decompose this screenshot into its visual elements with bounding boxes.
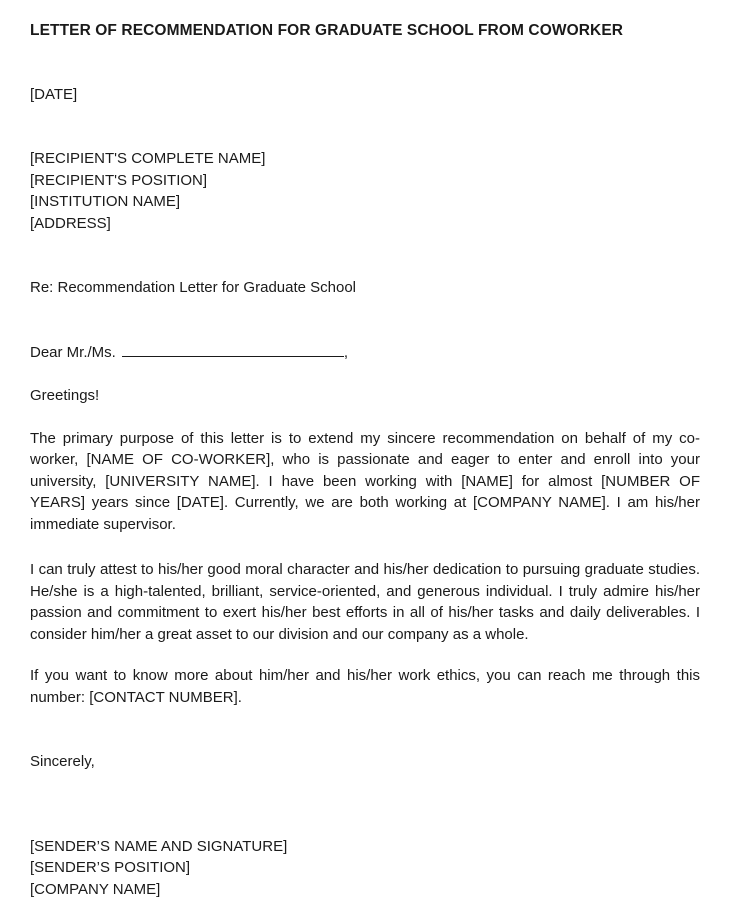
closing: Sincerely,	[30, 753, 95, 770]
recipient-position: [RECIPIENT'S POSITION]	[30, 171, 208, 189]
body-paragraph-3: If you want to know more about him/her and his/her work ethics, you can reach me through this number: [CONTACT NUMBER].	[30, 667, 700, 706]
salutation-name-blank	[122, 343, 344, 357]
recipient-block	[30, 148, 700, 234]
recipient-name: [RECIPIENT'S COMPLETE NAME]	[30, 150, 266, 167]
sender-name-signature: [SENDER’S NAME AND SIGNATURE]	[30, 837, 288, 855]
document-title: LETTER OF RECOMMENDATION FOR GRADUATE SCHOOL FROM COWORKER	[30, 22, 624, 39]
sender-company: [COMPANY NAME]	[30, 880, 161, 898]
subject-line: Re: Recommendation Letter for Graduate School	[30, 279, 357, 296]
date-placeholder: [DATE]	[30, 85, 78, 103]
salutation-prefix: Dear Mr./Ms.	[30, 343, 116, 361]
signature-block	[30, 836, 700, 901]
greeting: Greetings!	[30, 387, 100, 404]
recipient-institution: [INSTITUTION NAME]	[30, 193, 180, 210]
salutation-line	[30, 342, 700, 364]
body-paragraph-2: I can truly attest to his/her good moral character and his/her dedication to pursuing graduate studies. He/she is a high-talented, brilliant, service-oriented, and generous individual. I truly admire his/her passion and commitment to exert his/her best efforts in all of his/her tasks and daily deliverables. I consider him/her a great asset to our division and our company as a whole.	[30, 561, 700, 643]
body-paragraph-1: The primary purpose of this letter is to extend my sincere recommendation on behalf of my co-worker, [NAME OF CO-WORKER], who is passionate and eager to enter and enroll into your university, [UNIVERSITY NAME]. I have been working with [NAME] for almost [NUMBER OF YEARS] years since [DATE]. Currently, we are both working at [COMPANY NAME]. I am his/her immediate supervisor.	[30, 429, 700, 533]
recipient-address: [ADDRESS]	[30, 214, 111, 232]
sender-position: [SENDER’S POSITION]	[30, 859, 191, 876]
salutation-comma: ,	[343, 343, 349, 361]
